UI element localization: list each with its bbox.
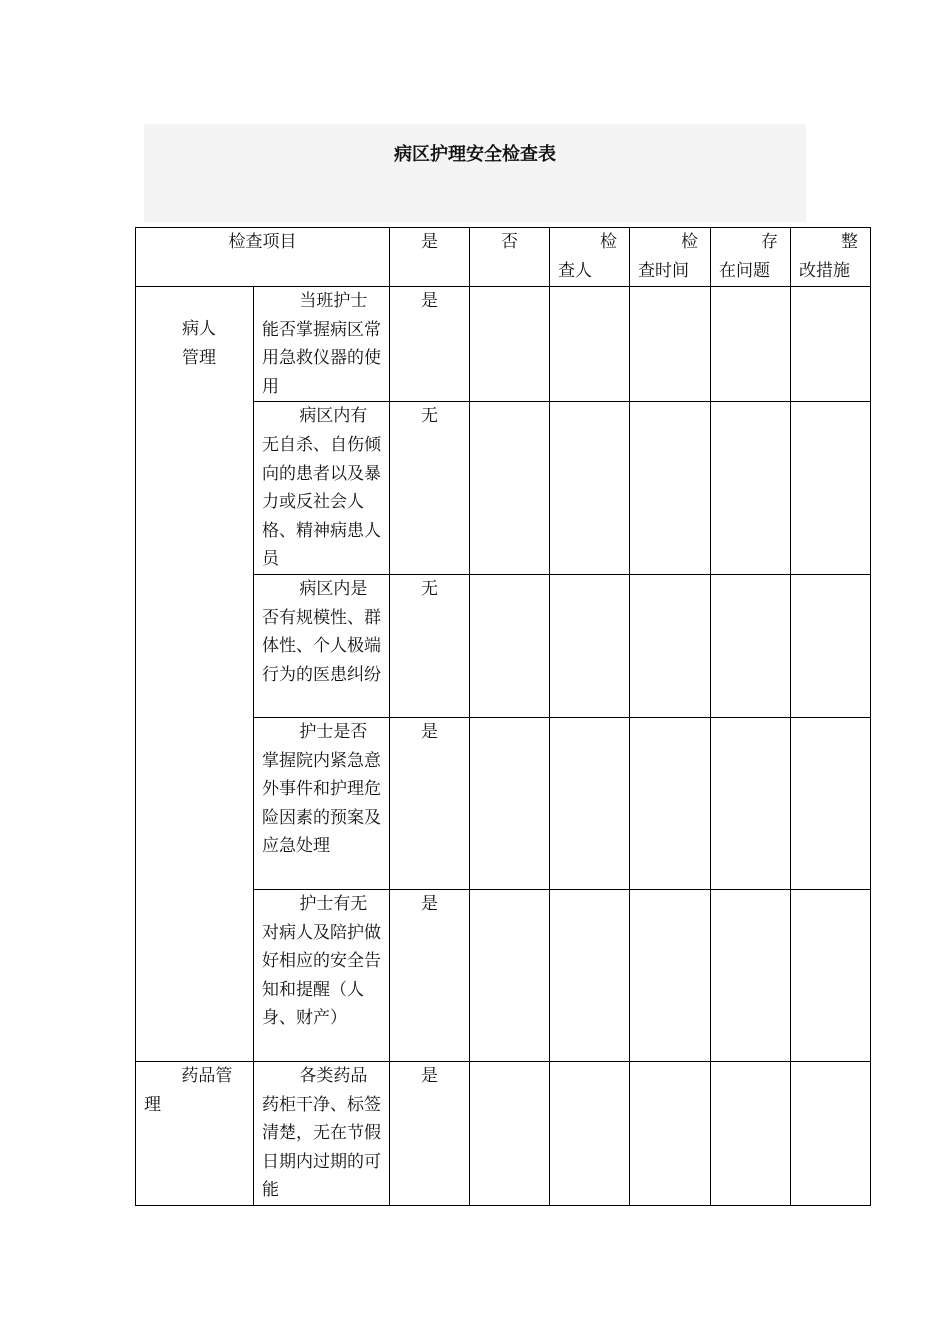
answer-cell: 是 [390,1061,470,1205]
empty-cell [711,287,791,402]
header-fix-line2: 改措施 [799,260,850,281]
header-issues [711,228,791,287]
empty-cell [470,287,550,402]
check-item-text: 护士是否掌握院内紧急意外事件和护理危险因素的预案及应急处理 [262,721,381,857]
empty-cell [470,1061,550,1205]
check-item-cell [254,717,390,889]
answer-cell: 无 [390,402,470,575]
category-patient-management [136,287,254,1062]
header-time-line1: 检 [681,232,698,252]
empty-cell [630,1061,711,1205]
empty-cell [550,717,630,889]
answer-cell: 是 [390,287,470,402]
category-label: 药品管理 [144,1065,233,1115]
answer-cell: 无 [390,574,470,717]
check-item-cell [254,287,390,402]
header-issues-line2: 在问题 [719,260,770,281]
empty-cell [470,402,550,575]
empty-cell [550,889,630,1061]
empty-cell [791,717,871,889]
header-issues-line1: 存 [761,232,778,252]
check-item-cell [254,574,390,717]
header-fix-line1: 整 [841,232,858,252]
empty-cell [791,402,871,575]
safety-checklist-table [135,227,871,1206]
empty-cell [630,287,711,402]
check-item-text: 病区内有无自杀、自伤倾向的患者以及暴力或反社会人格、精神病患人员 [262,406,381,570]
answer-cell: 是 [390,889,470,1061]
category-drug-management [136,1061,254,1205]
table-row [136,1061,871,1205]
empty-cell [550,574,630,717]
check-item-cell [254,889,390,1061]
header-inspector [550,228,630,287]
header-time-line2: 查时间 [638,260,689,281]
check-item-cell [254,402,390,575]
empty-cell [550,287,630,402]
empty-cell [711,402,791,575]
page-title: 病区护理安全检查表 [394,144,556,165]
check-item-cell [254,1061,390,1205]
empty-cell [791,889,871,1061]
empty-cell [470,574,550,717]
header-row [136,228,871,287]
check-item-text: 病区内是否有规模性、群体性、个人极端行为的医患纠纷 [262,578,381,685]
header-yes: 是 [390,228,470,287]
table-row [136,287,871,402]
empty-cell [550,1061,630,1205]
category-label: 病人管理 [182,319,216,368]
check-item-text: 当班护士能否掌握病区常用急救仪器的使用 [262,291,381,397]
header-inspector-line1: 检 [600,232,617,252]
empty-cell [630,717,711,889]
title-band [144,124,806,222]
header-check-item: 检查项目 [136,228,390,287]
empty-cell [791,287,871,402]
empty-cell [711,889,791,1061]
empty-cell [711,574,791,717]
empty-cell [630,402,711,575]
empty-cell [791,1061,871,1205]
empty-cell [630,574,711,717]
empty-cell [791,574,871,717]
header-inspector-line2: 查人 [558,260,592,281]
empty-cell [630,889,711,1061]
header-no: 否 [470,228,550,287]
empty-cell [470,717,550,889]
answer-cell: 是 [390,717,470,889]
check-item-text: 护士有无对病人及陪护做好相应的安全告知和提醒（人身、财产） [262,893,381,1029]
empty-cell [711,717,791,889]
check-item-text: 各类药品药柜干净、标签清楚，无在节假日期内过期的可能 [262,1065,381,1201]
empty-cell [711,1061,791,1205]
empty-cell [470,889,550,1061]
header-corrective-measures [791,228,871,287]
empty-cell [550,402,630,575]
header-inspection-time [630,228,711,287]
